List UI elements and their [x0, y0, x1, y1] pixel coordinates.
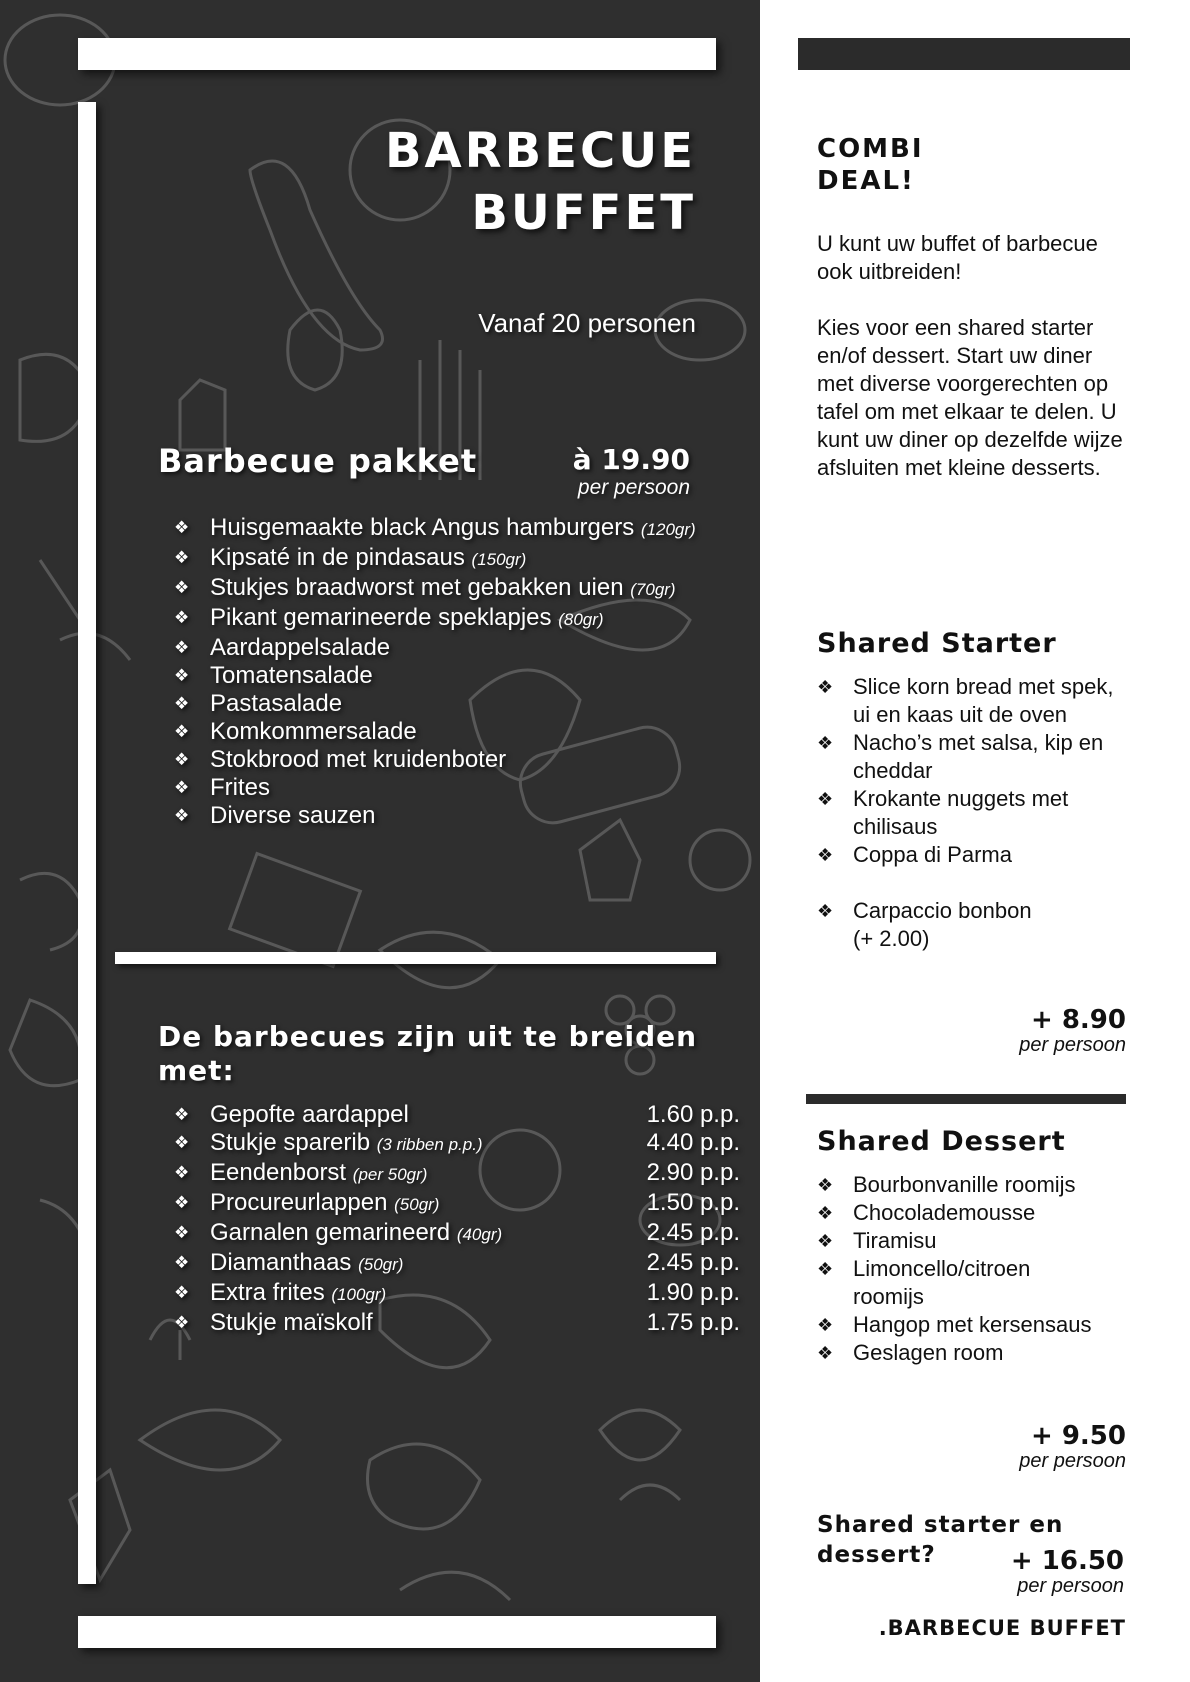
- combi-deal-heading: [817, 133, 924, 197]
- item-text: Extra frites: [210, 1279, 325, 1306]
- package-price-unit: per persoon: [577, 476, 690, 499]
- combo-price: [1011, 1547, 1124, 1597]
- combo-price-unit: per persoon: [1017, 1575, 1124, 1597]
- bullet-icon: ❖: [817, 1203, 834, 1223]
- item-text: Diverse sauzen: [210, 802, 376, 829]
- package-price-amount: à 19.90: [572, 443, 690, 476]
- shared-dessert-list: [817, 1171, 1127, 1367]
- package-price: [573, 444, 690, 500]
- bullet-icon: ❖: [174, 578, 190, 597]
- list-item: [158, 774, 696, 802]
- item-text: Diamanthaas: [210, 1249, 352, 1276]
- bullet-icon: ❖: [174, 1223, 190, 1242]
- item-price: 2.45 p.p.: [646, 1249, 740, 1276]
- item-text: Bourbonvanille roomijs: [853, 1172, 1076, 1197]
- item-note: (per 50gr): [352, 1165, 428, 1184]
- list-item: [817, 1227, 1127, 1255]
- bullet-icon: ❖: [817, 733, 834, 753]
- list-item: [817, 1311, 1127, 1339]
- bullet-icon: ❖: [174, 1193, 190, 1212]
- bullet-icon: ❖: [174, 1313, 190, 1332]
- bullet-icon: ❖: [817, 789, 834, 809]
- item-note: (50gr): [394, 1195, 440, 1214]
- list-item: [158, 1159, 740, 1189]
- item-price: 1.75 p.p.: [646, 1309, 740, 1336]
- top-decor-bar: [78, 38, 716, 70]
- item-text: Nacho’s met salsa, kip en cheddar: [853, 730, 1104, 783]
- item-price: 4.40 p.p.: [646, 1129, 740, 1156]
- bullet-icon: ❖: [174, 778, 190, 797]
- item-text: Krokante nuggets met chilisaus: [853, 786, 1069, 839]
- combo-question: Shared starter en dessert?: [817, 1512, 1064, 1568]
- item-text: Komkommersalade: [210, 718, 417, 745]
- item-note: (150gr): [471, 550, 527, 569]
- starter-price-amount: + 8.90: [1031, 1005, 1126, 1035]
- item-note: (40gr): [456, 1225, 503, 1244]
- item-note: (120gr): [640, 520, 696, 539]
- combi-heading-line-1: COMBI: [817, 134, 924, 164]
- shared-starter-list: [817, 673, 1127, 953]
- item-text: Frites: [210, 774, 270, 801]
- item-note: (100gr): [331, 1285, 387, 1304]
- page-title: [176, 120, 696, 244]
- item-price: 1.90 p.p.: [646, 1279, 740, 1306]
- item-text: Geslagen room: [853, 1340, 1004, 1365]
- bullet-icon: ❖: [174, 1133, 190, 1152]
- dessert-price: [1019, 1422, 1126, 1472]
- bullet-icon: ❖: [174, 722, 190, 741]
- list-item: [158, 1129, 740, 1159]
- item-note: (80gr): [558, 610, 604, 629]
- bullet-icon: ❖: [174, 806, 190, 825]
- bullet-icon: ❖: [174, 638, 190, 657]
- item-text: Aardappelsalade: [210, 634, 391, 661]
- list-item: [158, 662, 696, 690]
- item-text: Stukje sparerib: [210, 1129, 371, 1156]
- package-items-list: [158, 514, 696, 830]
- right-top-decor-bar: [798, 38, 1130, 70]
- bullet-icon: ❖: [174, 1283, 190, 1302]
- list-item: [158, 1219, 740, 1249]
- item-note: (3 ribben p.p.): [376, 1135, 483, 1154]
- min-persons-subtitle: Vanaf 20 personen: [478, 308, 696, 338]
- item-text: Pikant gemarineerde speklapjes: [210, 604, 552, 631]
- item-text: Stukjes braadworst met gebakken uien: [210, 574, 624, 601]
- combi-heading-line-2: DEAL!: [817, 166, 915, 196]
- bullet-icon: ❖: [174, 666, 190, 685]
- intro-paragraph-2: Kies voor een shared starter en/of dessert. Start uw diner met diverse voorgerechten op tafel om met elkaar te delen. U kunt uw diner op dezelfde wijze afsluiten met kleine desserts.: [817, 315, 1123, 480]
- item-text: Slice korn bread met spek, ui en kaas uit de oven: [853, 674, 1114, 727]
- list-spacer: [817, 869, 1127, 897]
- item-text: Tiramisu: [853, 1228, 937, 1253]
- list-item: [158, 802, 696, 830]
- bullet-icon: ❖: [174, 694, 190, 713]
- bullet-icon: ❖: [174, 518, 190, 537]
- item-text: Stokbrood met kruidenboter: [210, 746, 507, 773]
- item-text: Stukje maïskolf: [210, 1309, 373, 1336]
- extensions-title: De barbecues zijn uit te breiden met:: [158, 1020, 698, 1087]
- bullet-icon: ❖: [817, 845, 834, 865]
- item-price: 1.50 p.p.: [646, 1189, 740, 1216]
- list-item: [158, 574, 696, 604]
- list-item: [158, 1249, 740, 1279]
- footer-brand: .BARBECUE BUFFET: [878, 1616, 1126, 1640]
- list-item: [158, 718, 696, 746]
- list-item: [158, 604, 696, 634]
- item-price: 2.45 p.p.: [646, 1219, 740, 1246]
- bullet-icon: ❖: [174, 608, 190, 627]
- shared-dessert-title: Shared Dessert: [817, 1126, 1066, 1157]
- dessert-price-unit: per persoon: [1019, 1450, 1126, 1472]
- bullet-icon: ❖: [174, 750, 190, 769]
- item-price: 1.60 p.p.: [646, 1101, 740, 1128]
- shared-starter-title: Shared Starter: [817, 628, 1057, 659]
- item-text: Hangop met kersensaus: [853, 1312, 1092, 1337]
- list-item: [817, 841, 1127, 869]
- item-text: Huisgemaakte black Angus hamburgers: [210, 514, 635, 541]
- item-text: Chocolademousse: [853, 1200, 1036, 1225]
- list-item: [817, 1339, 1127, 1367]
- bullet-icon: ❖: [817, 1343, 834, 1363]
- extensions-list: [158, 1101, 740, 1337]
- list-item: [158, 1309, 740, 1337]
- list-item: [158, 634, 696, 662]
- dessert-price-amount: + 9.50: [1031, 1421, 1126, 1451]
- package-title: Barbecue pakket: [158, 442, 478, 480]
- list-item: [158, 514, 696, 544]
- bullet-icon: ❖: [817, 1315, 834, 1335]
- bullet-icon: ❖: [817, 901, 834, 921]
- item-text: Eendenborst: [210, 1159, 347, 1186]
- item-text: Coppa di Parma: [853, 842, 1012, 867]
- item-text: Pastasalade: [210, 690, 343, 717]
- bullet-icon: ❖: [174, 548, 190, 567]
- list-item: [817, 785, 1127, 841]
- list-item: [158, 1279, 740, 1309]
- bullet-icon: ❖: [817, 677, 834, 697]
- item-text: Carpaccio bonbon (+ 2.00): [853, 898, 1032, 951]
- list-item: [158, 690, 696, 718]
- item-note: (50gr): [358, 1255, 404, 1274]
- combi-intro-text: [817, 230, 1127, 510]
- bullet-icon: ❖: [174, 1253, 190, 1272]
- item-text: Garnalen gemarineerd: [210, 1219, 451, 1246]
- list-item: [158, 1189, 740, 1219]
- bullet-icon: ❖: [174, 1105, 190, 1124]
- item-note: (70gr): [630, 580, 676, 599]
- title-line-2: BUFFET: [471, 185, 696, 241]
- list-item: [817, 673, 1127, 729]
- list-item: [158, 544, 696, 574]
- bottom-decor-bar: [78, 1616, 716, 1648]
- bullet-icon: ❖: [817, 1259, 834, 1279]
- bullet-icon: ❖: [817, 1231, 834, 1251]
- item-text: Kipsaté in de pindasaus: [210, 544, 465, 571]
- item-text: Gepofte aardappel: [210, 1101, 409, 1128]
- section-divider-bar: [115, 952, 716, 964]
- starter-price: [1019, 1006, 1126, 1056]
- intro-paragraph-1: U kunt uw buffet of barbecue ook uitbreiden!: [817, 231, 1098, 284]
- vertical-decor-bar: [78, 102, 96, 1584]
- starter-price-unit: per persoon: [1019, 1034, 1126, 1056]
- list-item: [158, 746, 696, 774]
- list-item: [817, 1171, 1127, 1199]
- item-text: Tomatensalade: [210, 662, 373, 689]
- list-item: [158, 1101, 740, 1129]
- list-item: [817, 729, 1127, 785]
- list-item: [817, 1255, 1053, 1311]
- combo-price-amount: + 16.50: [1010, 1546, 1124, 1576]
- list-item: [817, 1199, 1127, 1227]
- list-item: [817, 897, 1053, 953]
- title-line-1: BARBECUE: [384, 123, 696, 179]
- item-text: Procureurlappen: [210, 1189, 388, 1216]
- bullet-icon: ❖: [174, 1163, 190, 1182]
- bullet-icon: ❖: [817, 1175, 834, 1195]
- right-divider-bar: [806, 1094, 1126, 1104]
- item-price: 2.90 p.p.: [646, 1159, 740, 1186]
- item-text: Limoncello/citroen roomijs: [853, 1256, 1031, 1309]
